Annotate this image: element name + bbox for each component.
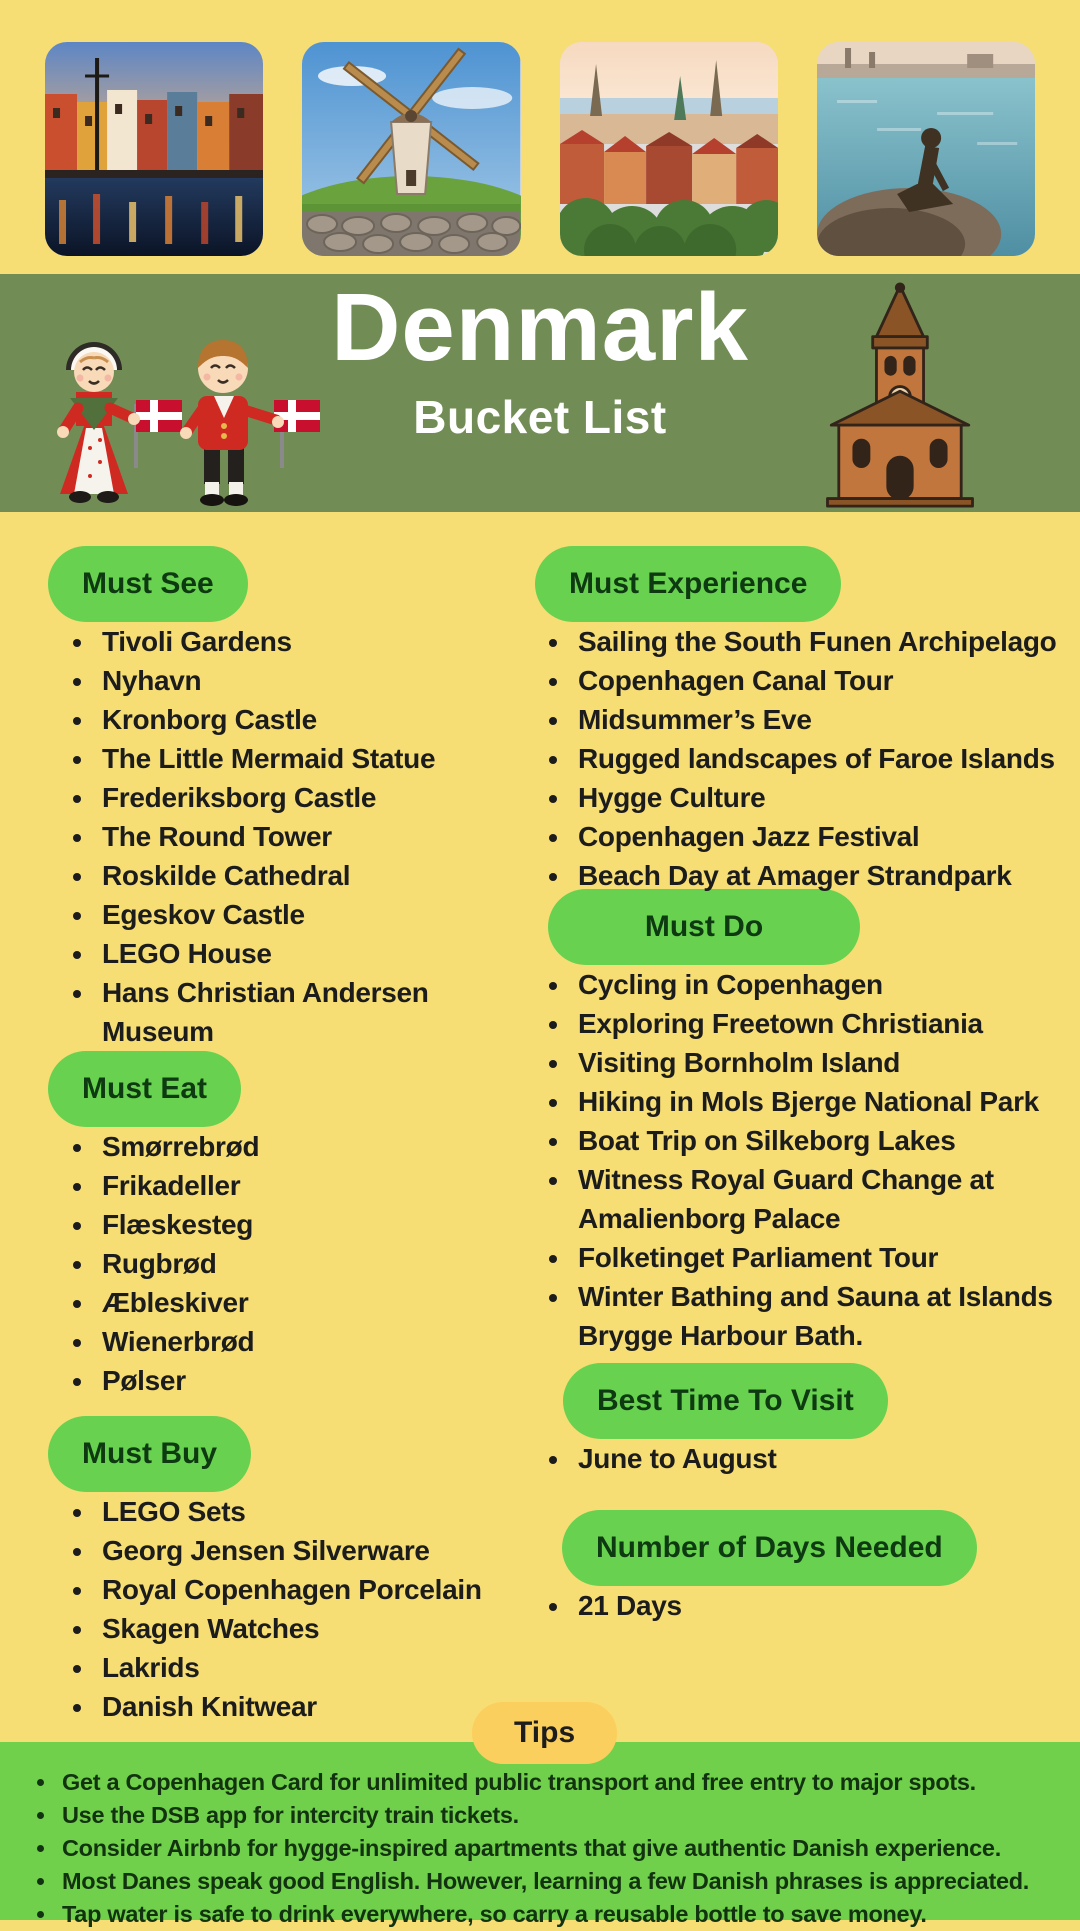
list-item: • Boat Trip on Silkeborg Lakes bbox=[572, 1121, 1072, 1160]
must-see-list bbox=[44, 622, 524, 1051]
list-item: • Royal Copenhagen Porcelain bbox=[96, 1570, 524, 1609]
page-subtitle: Bucket List bbox=[413, 391, 667, 443]
list-item: • Georg Jensen Silverware bbox=[96, 1531, 524, 1570]
list-item: • Witness Royal Guard Change at Amalienborg Palace bbox=[572, 1160, 1072, 1238]
list-item: • Hygge Culture bbox=[572, 778, 1072, 817]
little-mermaid-graphic bbox=[817, 42, 1035, 256]
tips-list bbox=[0, 1742, 1080, 1931]
list-item: • Folketinget Parliament Tour bbox=[572, 1238, 1072, 1277]
windmill-graphic bbox=[302, 42, 520, 256]
list-item: • The Little Mermaid Statue bbox=[96, 739, 524, 778]
left-column bbox=[44, 512, 524, 1726]
list-item: • Midsummer’s Eve bbox=[572, 700, 1072, 739]
church-illustration bbox=[804, 282, 996, 508]
copenhagen-skyline-photo bbox=[560, 42, 778, 256]
page-title: Denmark bbox=[331, 274, 749, 381]
list-item: • Copenhagen Canal Tour bbox=[572, 661, 1072, 700]
list-item: • Hiking in Mols Bjerge National Park bbox=[572, 1082, 1072, 1121]
list-item: • Frederiksborg Castle bbox=[96, 778, 524, 817]
list-item: • Rugged landscapes of Faroe Islands bbox=[572, 739, 1072, 778]
list-item: • Nyhavn bbox=[96, 661, 524, 700]
list-item: • Consider Airbnb for hygge-inspired apartments that give authentic Danish experience. bbox=[58, 1832, 1070, 1865]
section-label: Must Eat bbox=[82, 1072, 208, 1105]
list-item: • Hans Christian Andersen Museum bbox=[96, 973, 524, 1051]
section-label: Must Do bbox=[644, 910, 764, 943]
list-item: • Skagen Watches bbox=[96, 1609, 524, 1648]
section-pill-must-eat bbox=[48, 1051, 241, 1127]
list-item: • Rugbrød bbox=[96, 1244, 524, 1283]
list-item: • LEGO Sets bbox=[96, 1492, 524, 1531]
best-time-list bbox=[520, 1439, 1072, 1478]
list-item: • Pølser bbox=[96, 1361, 524, 1400]
list-item: • Wienerbrød bbox=[96, 1322, 524, 1361]
list-item: • Get a Copenhagen Card for unlimited public transport and free entry to major spots. bbox=[58, 1766, 1070, 1799]
list-item: • LEGO House bbox=[96, 934, 524, 973]
list-item: • Copenhagen Jazz Festival bbox=[572, 817, 1072, 856]
list-item: • Kronborg Castle bbox=[96, 700, 524, 739]
section-label: Number of Days Needed bbox=[596, 1531, 943, 1564]
list-item: • June to August bbox=[572, 1439, 1072, 1478]
section-pill-must-experience bbox=[535, 546, 841, 622]
must-experience-list bbox=[520, 622, 1072, 895]
list-item: • Lakrids bbox=[96, 1648, 524, 1687]
section-label: Must See bbox=[82, 567, 214, 600]
list-item: • Exploring Freetown Christiania bbox=[572, 1004, 1072, 1043]
list-item: • Cycling in Copenhagen bbox=[572, 965, 1072, 1004]
list-item: • 21 Days bbox=[572, 1586, 1072, 1625]
section-label: Best Time To Visit bbox=[597, 1384, 854, 1417]
must-do-list bbox=[520, 965, 1072, 1355]
list-item: • Tivoli Gardens bbox=[96, 622, 524, 661]
section-pill-best-time bbox=[563, 1363, 888, 1439]
list-item: • Æbleskiver bbox=[96, 1283, 524, 1322]
photo-strip bbox=[45, 42, 1035, 256]
list-item: • Danish Knitwear bbox=[96, 1687, 524, 1726]
list-item: • Tap water is safe to drink everywhere, so carry a reusable bottle to save money. bbox=[58, 1898, 1070, 1931]
list-item: • Smørrebrød bbox=[96, 1127, 524, 1166]
days-needed-list bbox=[520, 1586, 1072, 1625]
must-eat-list bbox=[44, 1127, 524, 1400]
list-item: • Most Danes speak good English. However, learning a few Danish phrases is appreciated. bbox=[58, 1865, 1070, 1898]
tips-section bbox=[0, 1742, 1080, 1927]
section-pill-must-do bbox=[548, 889, 860, 965]
list-item: • Sailing the South Funen Archipelago bbox=[572, 622, 1072, 661]
windmill-photo bbox=[302, 42, 520, 256]
section-pill-tips bbox=[472, 1702, 617, 1764]
section-pill-must-buy bbox=[48, 1416, 251, 1492]
right-column bbox=[520, 512, 1072, 1625]
list-item: • Flæskesteg bbox=[96, 1205, 524, 1244]
nyhavn-harbour-photo bbox=[45, 42, 263, 256]
section-label: Must Buy bbox=[82, 1437, 217, 1470]
list-item: • Egeskov Castle bbox=[96, 895, 524, 934]
list-item: • Beach Day at Amager Strandpark bbox=[572, 856, 1072, 895]
list-item: • Visiting Bornholm Island bbox=[572, 1043, 1072, 1082]
must-buy-list bbox=[44, 1492, 524, 1726]
section-label: Tips bbox=[514, 1716, 576, 1749]
header-banner bbox=[0, 274, 1080, 512]
section-pill-days-needed bbox=[562, 1510, 977, 1586]
list-item: • The Round Tower bbox=[96, 817, 524, 856]
list-item: • Use the DSB app for intercity train tickets. bbox=[58, 1799, 1070, 1832]
section-label: Must Experience bbox=[569, 567, 808, 600]
little-mermaid-statue-photo bbox=[817, 42, 1035, 256]
list-item: • Winter Bathing and Sauna at Islands Brygge Harbour Bath. bbox=[572, 1277, 1072, 1355]
list-item: • Frikadeller bbox=[96, 1166, 524, 1205]
section-pill-must-see bbox=[48, 546, 248, 622]
nyhavn-harbour-graphic bbox=[45, 42, 263, 256]
list-item: • Roskilde Cathedral bbox=[96, 856, 524, 895]
copenhagen-skyline-graphic bbox=[560, 42, 778, 256]
